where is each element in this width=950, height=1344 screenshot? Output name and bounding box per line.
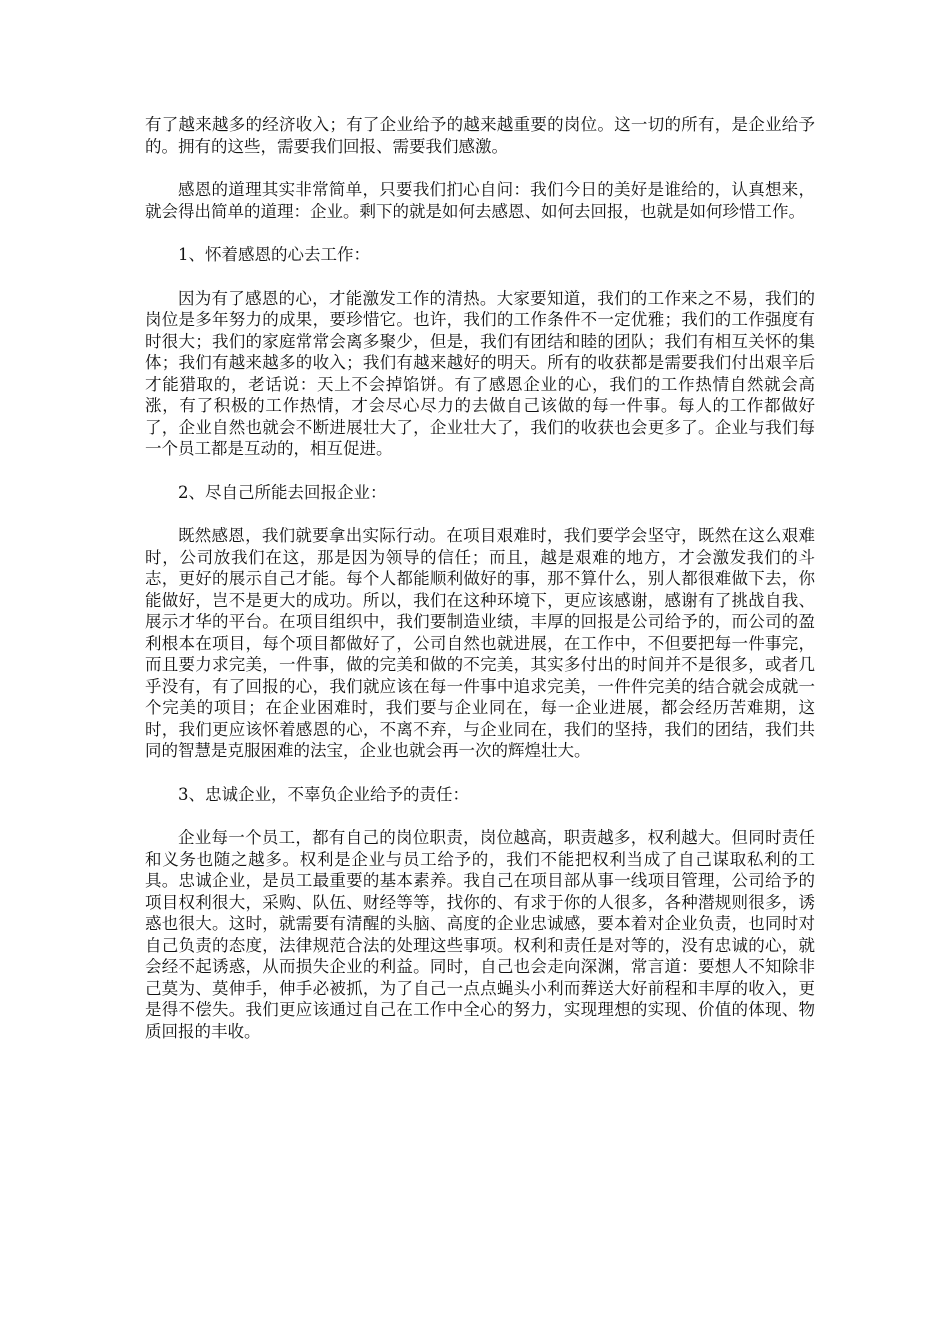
document-body bbox=[145, 114, 815, 1064]
paragraph-gratitude-principle: 感恩的道理其实非常简单，只要我们扪心自问：我们今日的美好是谁给的，认真想来，就会得出简单的道理：企业。剩下的就是如何去感恩、如何去回报，也就是如何珍惜工作。 bbox=[145, 180, 815, 221]
paragraph-section-3: 企业每一个员工，都有自己的岗位职责，岗位越高，职责越多，权利越大。但同时责任和义务也随之越多。权利是企业与员工给予的，我们不能把权利当成了自己谋取私利的工具。忠诚企业，是员工最重要的基本素养。我自己在项目部从事一线项目管理，公司给予的项目权利很大，采购、队伍、财经等等，找你的、有求于你的人很多，各种潜规则很多，诱惑也很大。这时，就需要有清醒的头脑、高度的企业忠诚感，要本着对企业负责，也同时对自己负责的态度，法律规范合法的处理这些事项。权利和责任是对等的，没有忠诚的心，就会经不起诱惑，从而损失企业的利益。同时，自己也会走向深渊，常言道：要想人不知除非己莫为、莫伸手，伸手必被抓，为了自己一点点蝇头小利而葬送大好前程和丰厚的收入，更是得不偿失。我们更应该通过自己在工作中全心的努力，实现理想的实现、价值的体现、物质回报的丰收。 bbox=[145, 828, 815, 1041]
paragraph-section-2: 既然感恩，我们就要拿出实际行动。在项目艰难时，我们要学会坚守，既然在这么艰难时，公司放我们在这，那是因为领导的信任；而且，越是艰难的地方，才会激发我们的斗志，更好的展示自己才能。每个人都能顺利做好的事，那不算什么，别人都很难做下去，你能做好，岂不是更大的成功。所以，我们在这种环境下，更应该感谢，感谢有了挑战自我、展示才华的平台。在项目组织中，我们要制造业绩，丰厚的回报是公司给予的，而公司的盈利根本在项目，每个项目都做好了，公司自然也就进展，在工作中，不但要把每一件事完，而且要力求完美，一件事，做的完美和做的不完美，其实多付出的时间并不是很多，或者几乎没有，有了回报的心，我们就应该在每一件事中追求完美，一件件完美的结合就会成就一个完美的项目；在企业困难时，我们要与企业同在，每一企业进展，都会经历苦难期，这时，我们更应该怀着感恩的心，不离不弃，与企业同在，我们的坚持，我们的团结，我们共同的智慧是克服困难的法宝，企业也就会再一次的辉煌壮大。 bbox=[145, 526, 815, 760]
paragraph-section-1: 因为有了感恩的心，才能激发工作的清热。大家要知道，我们的工作来之不易，我们的岗位是多年努力的成果，要珍惜它。也许，我们的工作条件不一定优雅；我们的工作强度有时很大；我们的家庭常常会离多聚少，但是，我们有团结和睦的团队；我们有相互关怀的集体；我们有越来越多的收入；我们有越来越好的明天。所有的收获都是需要我们付出艰辛后才能猎取的，老话说：天上不会掉馅饼。有了感恩企业的心，我们的工作热情自然就会高涨，有了积极的工作热情，才会尽心尽力的去做自己该做的每一件事。每人的工作都做好了，企业自然也就会不断进展壮大了，企业壮大了，我们的收获也会更多了。企业与我们每一个员工都是互动的，相互促进。 bbox=[145, 288, 815, 458]
section-heading-1: 1、怀着感恩的心去工作： bbox=[178, 245, 370, 264]
section-heading-2: 2、尽自己所能去回报企业： bbox=[178, 482, 387, 502]
paragraph-intro-continued: 有了越来越多的经济收入；有了企业给予的越来越重要的岗位。这一切的所有，是企业给予的。拥有的这些，需要我们回报、需要我们感激。 bbox=[145, 115, 815, 156]
section-heading-3: 3、忠诚企业，不辜负企业给予的责任： bbox=[178, 784, 469, 804]
